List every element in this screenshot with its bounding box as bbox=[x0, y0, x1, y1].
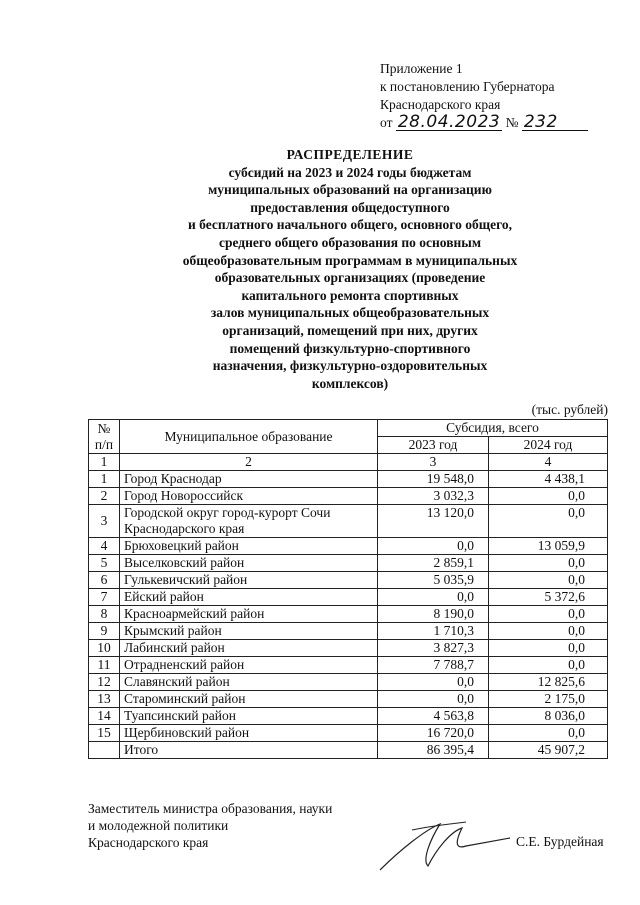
row-2023: 0,0 bbox=[378, 589, 489, 606]
row-municipality: Городской округ город-курорт Сочи Краснодарского края bbox=[120, 505, 378, 538]
row-2023: 0,0 bbox=[378, 691, 489, 708]
row-number: 15 bbox=[89, 725, 120, 742]
row-number: 8 bbox=[89, 606, 120, 623]
document-title bbox=[100, 146, 600, 392]
row-municipality: Ейский район bbox=[120, 589, 378, 606]
row-municipality: Лабинский район bbox=[120, 640, 378, 657]
row-2024: 13 059,9 bbox=[489, 538, 608, 555]
table-row bbox=[89, 640, 608, 657]
row-2024: 0,0 bbox=[489, 657, 608, 674]
table-row bbox=[89, 589, 608, 606]
appendix-date-line bbox=[380, 114, 588, 132]
header-municipality: Муниципальное образование bbox=[120, 420, 378, 454]
header-2023: 2023 год bbox=[378, 437, 489, 454]
table-row bbox=[89, 708, 608, 725]
row-municipality: Отрадненский район bbox=[120, 657, 378, 674]
row-municipality: Брюховецкий район bbox=[120, 538, 378, 555]
row-municipality: Славянский район bbox=[120, 674, 378, 691]
total-2024: 45 907,2 bbox=[489, 742, 608, 759]
title-line: капитального ремонта спортивных bbox=[241, 287, 459, 303]
row-municipality: Щербиновский район bbox=[120, 725, 378, 742]
row-2023: 3 827,3 bbox=[378, 640, 489, 657]
row-municipality: Староминский район bbox=[120, 691, 378, 708]
row-number: 7 bbox=[89, 589, 120, 606]
signatory-position bbox=[88, 800, 332, 851]
row-number: 9 bbox=[89, 623, 120, 640]
header-subsidy: Субсидия, всего bbox=[378, 420, 608, 437]
row-2024: 5 372,6 bbox=[489, 589, 608, 606]
row-municipality: Выселковский район bbox=[120, 555, 378, 572]
position-line: Краснодарского края bbox=[88, 835, 209, 850]
row-2023: 5 035,9 bbox=[378, 572, 489, 589]
row-2023: 13 120,0 bbox=[378, 505, 489, 538]
number-prefix: № bbox=[505, 115, 519, 130]
header-number: № п/п bbox=[89, 420, 120, 454]
row-number: 13 bbox=[89, 691, 120, 708]
title-line: комплексов) bbox=[311, 375, 389, 391]
handwritten-signature bbox=[370, 810, 520, 880]
date-prefix: от bbox=[380, 115, 393, 130]
row-number: 11 bbox=[89, 657, 120, 674]
date-value: 28.04.2023 bbox=[397, 112, 501, 132]
table-row bbox=[89, 555, 608, 572]
title-heading: РАСПРЕДЕЛЕНИЕ bbox=[286, 147, 414, 162]
title-line: субсидий на 2023 и 2024 годы бюджетам bbox=[228, 164, 472, 180]
row-number: 1 bbox=[89, 471, 120, 488]
position-line: Заместитель министра образования, науки bbox=[88, 801, 333, 816]
row-2023: 19 548,0 bbox=[378, 471, 489, 488]
index-cell: 1 bbox=[89, 454, 120, 471]
row-municipality: Туапсинский район bbox=[120, 708, 378, 725]
row-2023: 4 563,8 bbox=[378, 708, 489, 725]
row-number: 6 bbox=[89, 572, 120, 589]
row-2024: 0,0 bbox=[489, 606, 608, 623]
row-2023: 2 859,1 bbox=[378, 555, 489, 572]
title-line: образовательных организациях (проведение bbox=[214, 270, 486, 286]
row-number: 3 bbox=[89, 505, 120, 538]
table-row bbox=[89, 623, 608, 640]
table-row bbox=[89, 538, 608, 555]
row-2023: 0,0 bbox=[378, 674, 489, 691]
row-2024: 0,0 bbox=[489, 572, 608, 589]
number-value: 232 bbox=[522, 115, 588, 131]
title-line: назначения, физкультурно-оздоровительных bbox=[212, 358, 488, 374]
appendix-line: Приложение 1 bbox=[380, 61, 463, 76]
title-line: залов муниципальных общеобразовательных bbox=[210, 305, 490, 321]
row-2024: 0,0 bbox=[489, 505, 608, 538]
row-2024: 2 175,0 bbox=[489, 691, 608, 708]
subsidy-table bbox=[88, 419, 608, 759]
table-row bbox=[89, 691, 608, 708]
appendix-line: Краснодарского края bbox=[380, 97, 501, 112]
table-row bbox=[89, 572, 608, 589]
title-line: и бесплатного начального общего, основного общего, bbox=[188, 217, 512, 233]
row-number: 14 bbox=[89, 708, 120, 725]
row-2023: 8 190,0 bbox=[378, 606, 489, 623]
signer-name: С.Е. Бурдейная bbox=[516, 834, 604, 849]
row-2023: 1 710,3 bbox=[378, 623, 489, 640]
row-2023: 16 720,0 bbox=[378, 725, 489, 742]
title-line: общеобразовательным программам в муниципальных bbox=[182, 252, 518, 268]
row-2023: 0,0 bbox=[378, 538, 489, 555]
position-line: и молодежной политики bbox=[88, 818, 229, 833]
header-2024: 2024 год bbox=[489, 437, 608, 454]
row-2023: 7 788,7 bbox=[378, 657, 489, 674]
table-row bbox=[89, 505, 608, 538]
row-municipality: Крымский район bbox=[120, 623, 378, 640]
appendix-line: к постановлению Губернатора bbox=[380, 79, 555, 94]
title-line: предоставления общедоступного bbox=[250, 199, 450, 215]
table-row bbox=[89, 725, 608, 742]
row-number: 2 bbox=[89, 488, 120, 505]
row-number: 10 bbox=[89, 640, 120, 657]
row-2024: 0,0 bbox=[489, 488, 608, 505]
row-municipality: Город Новороссийск bbox=[120, 488, 378, 505]
row-2024: 0,0 bbox=[489, 640, 608, 657]
appendix-block bbox=[380, 60, 588, 132]
table-row bbox=[89, 674, 608, 691]
row-municipality: Город Краснодар bbox=[120, 471, 378, 488]
title-line: муниципальных образований на организацию bbox=[208, 182, 492, 198]
table-row bbox=[89, 657, 608, 674]
total-empty-cell bbox=[89, 742, 120, 759]
row-2024: 8 036,0 bbox=[489, 708, 608, 725]
row-2024: 12 825,6 bbox=[489, 674, 608, 691]
title-line: помещений физкультурно-спортивного bbox=[229, 340, 471, 356]
row-2024: 0,0 bbox=[489, 725, 608, 742]
total-row bbox=[89, 742, 608, 759]
table-row bbox=[89, 471, 608, 488]
row-number: 4 bbox=[89, 538, 120, 555]
index-cell: 2 bbox=[120, 454, 378, 471]
title-line: организаций, помещений при них, других bbox=[222, 322, 478, 338]
index-cell: 3 bbox=[378, 454, 489, 471]
table-row bbox=[89, 606, 608, 623]
row-municipality: Гулькевичский район bbox=[120, 572, 378, 589]
row-2024: 4 438,1 bbox=[489, 471, 608, 488]
title-line: среднего общего образования по основным bbox=[218, 234, 482, 250]
row-2024: 0,0 bbox=[489, 555, 608, 572]
row-2024: 0,0 bbox=[489, 623, 608, 640]
units-label: (тыс. рублей) bbox=[531, 402, 608, 417]
row-2023: 3 032,3 bbox=[378, 488, 489, 505]
row-municipality: Красноармейский район bbox=[120, 606, 378, 623]
row-number: 12 bbox=[89, 674, 120, 691]
row-number: 5 bbox=[89, 555, 120, 572]
index-cell: 4 bbox=[489, 454, 608, 471]
table-row bbox=[89, 488, 608, 505]
total-2023: 86 395,4 bbox=[378, 742, 489, 759]
total-label: Итого bbox=[120, 742, 378, 759]
